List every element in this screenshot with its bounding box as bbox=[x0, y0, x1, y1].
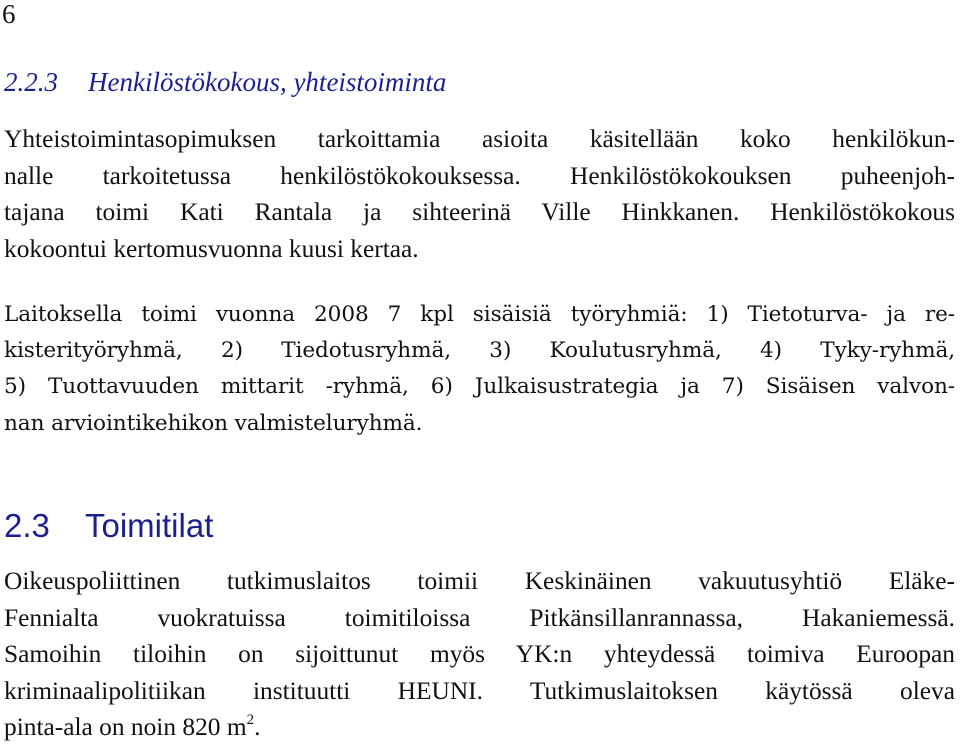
text-line: Oikeuspoliittinen tutkimuslaitos toimii Keskinäinen vakuutusyhtiö Eläke- bbox=[4, 567, 955, 595]
section-number: 2.3 bbox=[4, 507, 50, 544]
text-line: 5) Tuottavuuden mittarit -ryhmä, 6) Julkaisustrategia ja 7) Sisäisen valvon- bbox=[4, 374, 955, 400]
section-number: 2.2.3 bbox=[4, 67, 58, 97]
text-line: Yhteistoimintasopimuksen tarkoittamia asioita käsitellään koko henkilökun- bbox=[4, 125, 955, 153]
paragraph-working-groups bbox=[4, 297, 955, 442]
area-text: pinta-ala on noin 820 m bbox=[4, 713, 247, 741]
text-line: kriminaalipolitiikan instituutti HEUNI. Tutkimuslaitoksen käytössä oleva bbox=[4, 676, 955, 705]
section-heading-2-3 bbox=[4, 504, 213, 548]
paragraph-staff-meeting bbox=[4, 121, 955, 267]
text-line-last bbox=[4, 709, 955, 746]
text-line: Laitoksella toimi vuonna 2008 7 kpl sisäisiä työryhmiä: 1) Tietoturva- ja re- bbox=[4, 302, 955, 327]
section-title: Henkilöstökokous, yhteistoiminta bbox=[88, 67, 447, 97]
section-title: Toimitilat bbox=[85, 507, 214, 544]
text-line: kokoontui kertomusvuonna kuusi kertaa. bbox=[4, 234, 419, 263]
text-line: kisterityöryhmä, 2) Tiedotusryhmä, 3) Koulutusryhmä, 4) Tyky-ryhmä, bbox=[4, 338, 955, 364]
text-line: nalle tarkoitetussa henkilöstökokouksessa. Henkilöstökokouksen puheenjoh- bbox=[4, 161, 955, 190]
sentence-end: . bbox=[254, 713, 261, 741]
paragraph-premises bbox=[4, 563, 955, 746]
area-unit-superscript: 2 bbox=[246, 711, 255, 728]
text-line: Samoihin tiloihin on sijoittunut myös YK:n yhteydessä toimiva Euroopan bbox=[4, 640, 955, 668]
section-heading-2-2-3 bbox=[4, 62, 446, 102]
text-line: nan arviointikehikon valmisteluryhmä. bbox=[4, 410, 423, 436]
page-number: 6 bbox=[2, 0, 16, 29]
text-line: Fennialta vuokratuissa toimitiloissa Pitkänsillanrannassa, Hakaniemessä. bbox=[4, 603, 955, 632]
text-line: tajana toimi Kati Rantala ja sihteerinä Ville Hinkkanen. Henkilöstökokous bbox=[4, 198, 955, 226]
